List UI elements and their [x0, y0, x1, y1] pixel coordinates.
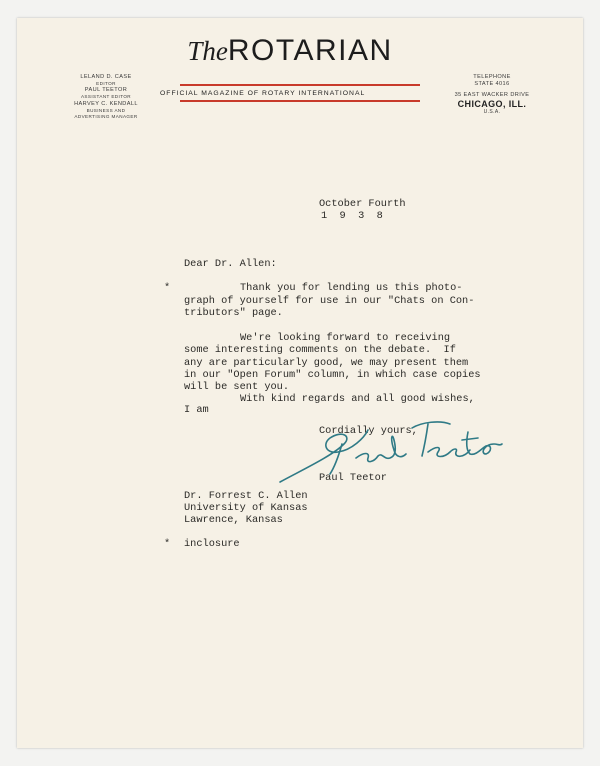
para2-line-2: some interesting comments on the debate. If [184, 344, 456, 356]
para2-line-3: any are particularly good, we may present them [184, 357, 469, 369]
masthead-rule-top [180, 84, 420, 86]
para3-line-2: I am [184, 404, 209, 416]
staff-manager-title-2: ADVERTISING MANAGER [74, 114, 138, 119]
staff-editor-title: EDITOR [96, 81, 116, 86]
closing: Cordially yours, [319, 425, 418, 437]
staff-assistant-name: PAUL TEETOR [84, 87, 128, 93]
contact-telephone: TELEPHONE [473, 74, 511, 80]
para2-line-4: in our "Open Forum" column, in which case copies [184, 369, 481, 381]
marginal-asterisk-1: * [164, 282, 171, 294]
masthead-title [160, 34, 420, 68]
handwritten-signature [272, 408, 512, 488]
masthead-rotarian: ROTARIAN [227, 34, 393, 67]
staff-manager-name: HARVEY C. KENDALL [74, 101, 138, 107]
para3-line-1: With kind regards and all good wishes, [240, 393, 475, 405]
contact-country: U.S.A. [483, 109, 501, 115]
letter-sheet [17, 18, 583, 748]
staff-assistant-title: ASSISTANT EDITOR [80, 94, 132, 99]
contact-state: STATE 4016 [474, 81, 510, 87]
para2-line-5: will be sent you. [184, 381, 290, 393]
para1-line-2: graph of yourself for use in our "Chats on Con- [184, 295, 475, 307]
salutation: Dear Dr. Allen: [184, 258, 277, 270]
date-line-1: October Fourth [319, 198, 406, 210]
recipient-line-3: Lawrence, Kansas [184, 514, 283, 526]
masthead-rule-bottom [180, 100, 420, 102]
para1-line-3: tributors" page. [184, 307, 283, 319]
para1-line-1: Thank you for lending us this photo- [240, 282, 463, 294]
signer-name: Paul Teetor [319, 472, 387, 484]
staff-manager-title-1: BUSINESS AND [86, 108, 126, 113]
staff-editor-name: LELAND D. CASE [80, 74, 132, 80]
masthead-subtitle: OFFICIAL MAGAZINE OF ROTARY INTERNATIONAL [160, 90, 366, 97]
date-line-2: 1 9 3 8 [321, 210, 383, 222]
para2-line-1: We're looking forward to receiving [240, 332, 451, 344]
masthead-the: The [187, 36, 228, 66]
recipient-line-1: Dr. Forrest C. Allen [184, 490, 308, 502]
recipient-line-2: University of Kansas [184, 502, 308, 514]
contact-city: CHICAGO, ILL. [457, 99, 527, 109]
enclosure-note: inclosure [184, 538, 240, 550]
contact-address: 35 EAST WACKER DRIVE [454, 92, 530, 98]
marginal-asterisk-2: * [164, 538, 171, 550]
